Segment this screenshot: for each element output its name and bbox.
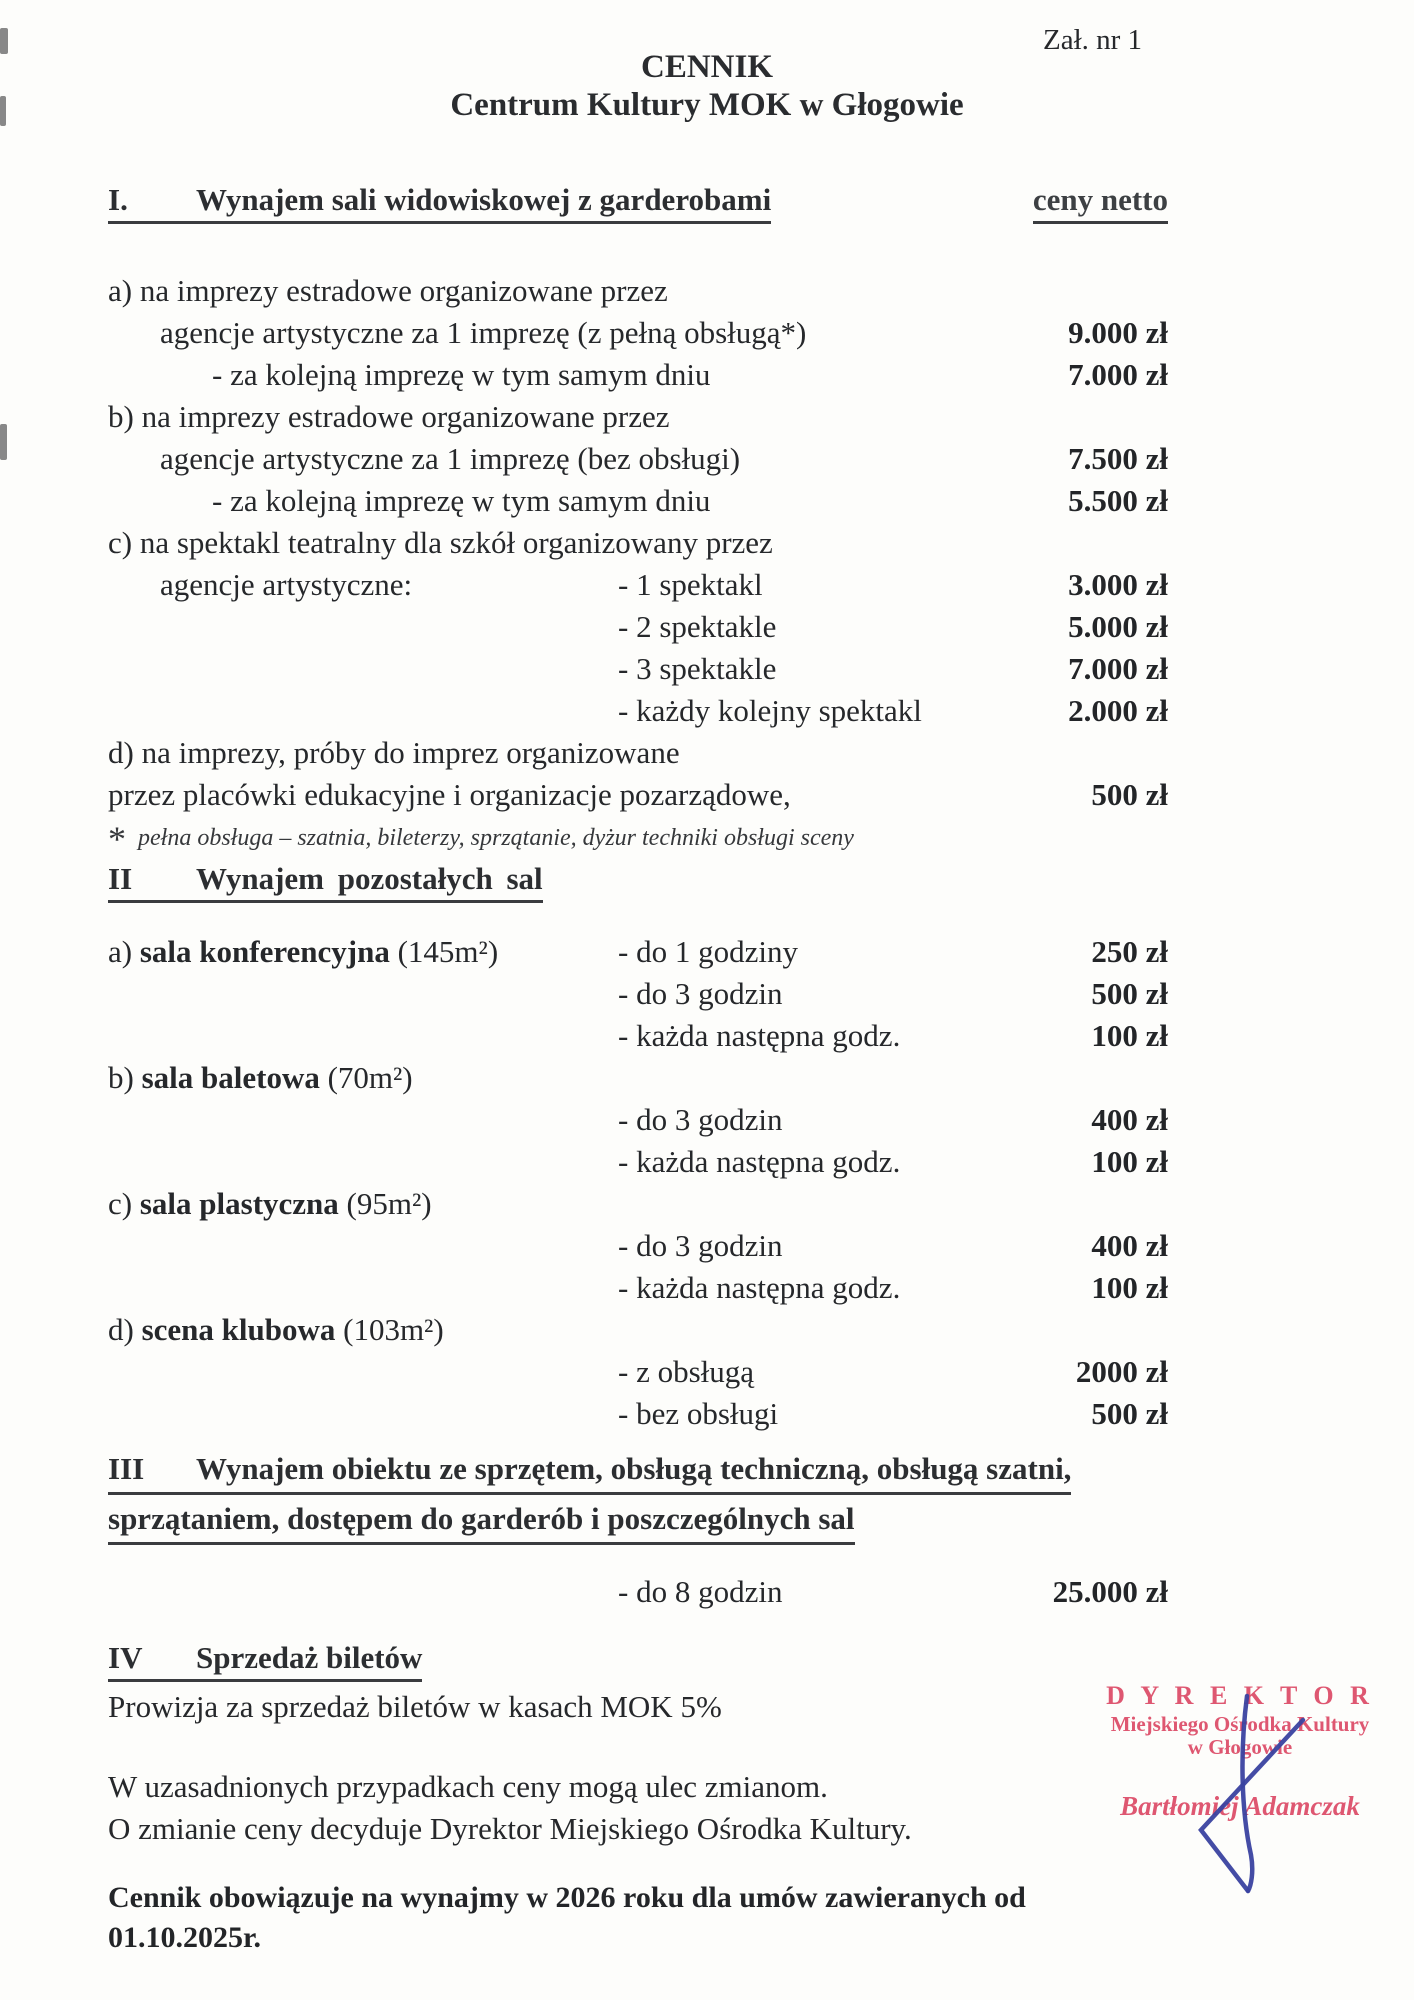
- item-label: [108, 690, 618, 732]
- item-variant: - do 3 godzin: [618, 1228, 783, 1263]
- note-line: O zmianie ceny decyduje Dyrektor Miejskiego Ośrodka Kultury.: [108, 1811, 912, 1846]
- stamp-city: w Głogowie: [1187, 1735, 1293, 1759]
- room-prefix: a): [108, 934, 133, 969]
- item-variant: - do 1 godziny: [618, 934, 798, 969]
- item-label: b) na imprezy estradowe organizowane przez: [108, 399, 670, 434]
- price-row: [108, 1015, 1168, 1057]
- room-label: [108, 1225, 618, 1267]
- room-label: [108, 931, 618, 973]
- item-variant: - bez obsługi: [618, 1396, 779, 1431]
- price-row: [108, 732, 1168, 774]
- stamp-institution: Miejskiego Ośrodka Kultury: [1110, 1712, 1370, 1736]
- item-variant: [618, 312, 998, 354]
- item-label: a) na imprezy estradowe organizowane przez: [108, 273, 668, 308]
- section-number: I.: [108, 182, 128, 217]
- item-price: 3.000 zł: [1068, 567, 1168, 602]
- price-row: [108, 312, 1168, 354]
- signature-scribble: [1185, 1690, 1315, 1895]
- price-row: [108, 1099, 1168, 1141]
- item-price: 5.500 zł: [1068, 483, 1168, 518]
- item-price: 100 zł: [1091, 1144, 1168, 1179]
- room-size: (95m²): [346, 1186, 432, 1221]
- price-row: [108, 973, 1168, 1015]
- item-label: c) na spektakl teatralny dla szkół organizowany przez: [108, 525, 773, 560]
- item-variant: [618, 522, 998, 564]
- scan-artifact: [0, 424, 7, 460]
- room-label: [108, 1393, 618, 1435]
- item-variant: - 2 spektakle: [618, 609, 777, 644]
- item-variant: - 3 spektakle: [618, 651, 777, 686]
- room-name: scena klubowa: [141, 1312, 336, 1347]
- price-row: [108, 1393, 1168, 1435]
- room-name: sala konferencyjna: [139, 934, 390, 969]
- item-variant: [618, 354, 998, 396]
- section-number: II: [108, 861, 133, 896]
- stamp-title: D Y R E K T O R: [1106, 1681, 1374, 1710]
- price-row: [108, 270, 1168, 312]
- price-row: [108, 354, 1168, 396]
- item-variant: [618, 1183, 998, 1225]
- item-price: [998, 396, 1168, 438]
- room-label: [108, 1057, 618, 1099]
- item-price: 9.000 zł: [1068, 315, 1168, 350]
- section-title: Sprzedaż biletów: [196, 1640, 423, 1675]
- item-price: [998, 270, 1168, 312]
- price-row: [108, 522, 1168, 564]
- item-variant: [618, 732, 998, 774]
- room-label: [108, 1099, 618, 1141]
- room-label: [108, 1015, 618, 1057]
- item-label: agencje artystyczne za 1 imprezę (z pełną obsługą*): [160, 315, 807, 350]
- item-label: - za kolejną imprezę w tym samym dniu: [212, 357, 711, 392]
- item-variant: - do 3 godzin: [618, 976, 783, 1011]
- room-prefix: c): [108, 1186, 133, 1221]
- section-2-rows: [108, 931, 1168, 1435]
- price-row: [108, 1057, 1168, 1099]
- item-price: 100 zł: [1091, 1270, 1168, 1305]
- commission-note: Prowizja za sprzedaż biletów w kasach MOK 5%: [108, 1689, 722, 1724]
- item-label: [108, 606, 618, 648]
- item-variant: [618, 438, 998, 480]
- room-size: (103m²): [343, 1312, 444, 1347]
- price-row: [108, 1141, 1168, 1183]
- document-subtitle: Centrum Kultury MOK w Głogowie: [450, 87, 964, 123]
- section-3-heading: [108, 1449, 1168, 1545]
- item-variant: [618, 774, 998, 816]
- item-price: 400 zł: [1091, 1102, 1168, 1137]
- item-price: 5.000 zł: [1068, 609, 1168, 644]
- footnote: [108, 818, 1168, 859]
- item-price: [998, 1057, 1168, 1099]
- item-label: d) na imprezy, próby do imprez organizowane: [108, 735, 680, 770]
- item-variant: [618, 1309, 998, 1351]
- note-line: W uzasadnionych przypadkach ceny mogą ulec zmianom.: [108, 1769, 828, 1804]
- price-change-notes: [108, 1766, 1168, 1850]
- item-label: [108, 648, 618, 690]
- price-row: [108, 564, 1168, 606]
- item-price: 7.000 zł: [1068, 651, 1168, 686]
- document-body: [108, 183, 1168, 1958]
- item-price: 250 zł: [1091, 934, 1168, 969]
- price-row: [108, 480, 1168, 522]
- item-price: 500 zł: [1091, 1396, 1168, 1431]
- item-price: 2.000 zł: [1068, 693, 1168, 728]
- price-row: [108, 1309, 1168, 1351]
- section-3-heading-line1: [108, 1449, 1071, 1495]
- item-price: 400 zł: [1091, 1228, 1168, 1263]
- section-1-heading-row: [108, 183, 1168, 224]
- item-label: [108, 1571, 618, 1613]
- section-1-heading: [108, 183, 771, 224]
- section-title: Wynajem obiektu ze sprzętem, obsługą techniczną, obsługą szatni,: [196, 1451, 1072, 1486]
- document-header: [0, 48, 1414, 124]
- item-variant: [618, 480, 998, 522]
- item-price: 500 zł: [1091, 777, 1168, 812]
- item-price: 7.500 zł: [1068, 441, 1168, 476]
- item-label: przez placówki edukacyjne i organizacje pozarządowe,: [108, 777, 791, 812]
- item-price: [998, 1309, 1168, 1351]
- validity-statement: Cennik obowiązuje na wynajmy w 2026 roku dla umów zawieranych od 01.10.2025r.: [108, 1881, 1026, 1954]
- room-label: [108, 1183, 618, 1225]
- section-3-heading-line2: sprzątaniem, dostępem do garderób i poszczególnych sal: [108, 1499, 855, 1545]
- price-row: [108, 1183, 1168, 1225]
- item-price: 7.000 zł: [1068, 357, 1168, 392]
- item-price: [998, 1183, 1168, 1225]
- section-number: IV: [108, 1640, 143, 1675]
- section-number: III: [108, 1451, 145, 1486]
- price-row: [108, 774, 1168, 816]
- item-price: 100 zł: [1091, 1018, 1168, 1053]
- stamp-signer-name: Bartłomiej Adamczak: [1120, 1791, 1360, 1821]
- price-row: [108, 606, 1168, 648]
- item-variant: - każda następna godz.: [618, 1018, 901, 1053]
- price-row: [108, 1225, 1168, 1267]
- item-label: agencje artystyczne za 1 imprezę (bez obsługi): [160, 441, 741, 476]
- item-variant: - do 8 godzin: [618, 1574, 783, 1609]
- price-row: [108, 396, 1168, 438]
- price-row: [108, 1267, 1168, 1309]
- room-label: [108, 1309, 618, 1351]
- item-variant: [618, 1057, 998, 1099]
- item-price: 2000 zł: [1075, 1354, 1168, 1389]
- footnote-marker: *: [108, 819, 126, 859]
- room-label: [108, 973, 618, 1015]
- item-price: [998, 732, 1168, 774]
- price-row: [108, 438, 1168, 480]
- room-name: sala plastyczna: [139, 1186, 339, 1221]
- section-title: Wynajem pozostałych sal: [196, 861, 543, 896]
- room-prefix: b): [108, 1060, 134, 1095]
- item-variant: - każda następna godz.: [618, 1144, 901, 1179]
- item-variant: - do 3 godzin: [618, 1102, 783, 1137]
- room-prefix: d): [108, 1312, 134, 1347]
- item-variant: [618, 270, 998, 312]
- item-variant: - każda następna godz.: [618, 1270, 901, 1305]
- section-title: Wynajem sali widowiskowej z garderobami: [196, 182, 772, 217]
- item-variant: - każdy kolejny spektakl: [618, 693, 922, 728]
- item-price: [998, 522, 1168, 564]
- room-label: [108, 1351, 618, 1393]
- item-label: - za kolejną imprezę w tym samym dniu: [212, 483, 711, 518]
- room-name: sala baletowa: [141, 1060, 320, 1095]
- attachment-note: Zał. nr 1: [1043, 24, 1143, 56]
- price-column-heading: ceny netto: [1033, 183, 1168, 224]
- footnote-text: pełna obsługa – szatnia, bileterzy, sprzątanie, dyżur techniki obsługi sceny: [138, 825, 854, 851]
- price-row: [108, 1571, 1168, 1613]
- item-variant: - 1 spektakl: [618, 567, 763, 602]
- item-price: 25.000 zł: [1052, 1574, 1168, 1609]
- price-row: [108, 690, 1168, 732]
- section-1-rows: [108, 270, 1168, 816]
- price-row: [108, 1351, 1168, 1393]
- item-label: agencje artystyczne:: [160, 567, 413, 602]
- item-variant: - z obsługą: [618, 1354, 755, 1389]
- room-label: [108, 1141, 618, 1183]
- price-row: [108, 931, 1168, 973]
- price-row: [108, 648, 1168, 690]
- section-4-heading: [108, 1641, 422, 1682]
- room-label: [108, 1267, 618, 1309]
- document-title: CENNIK: [640, 49, 774, 85]
- item-price: 500 zł: [1091, 976, 1168, 1011]
- room-size: (145m²): [397, 934, 499, 969]
- room-size: (70m²): [327, 1060, 413, 1095]
- section-2-heading: [108, 862, 543, 903]
- item-variant: [618, 396, 998, 438]
